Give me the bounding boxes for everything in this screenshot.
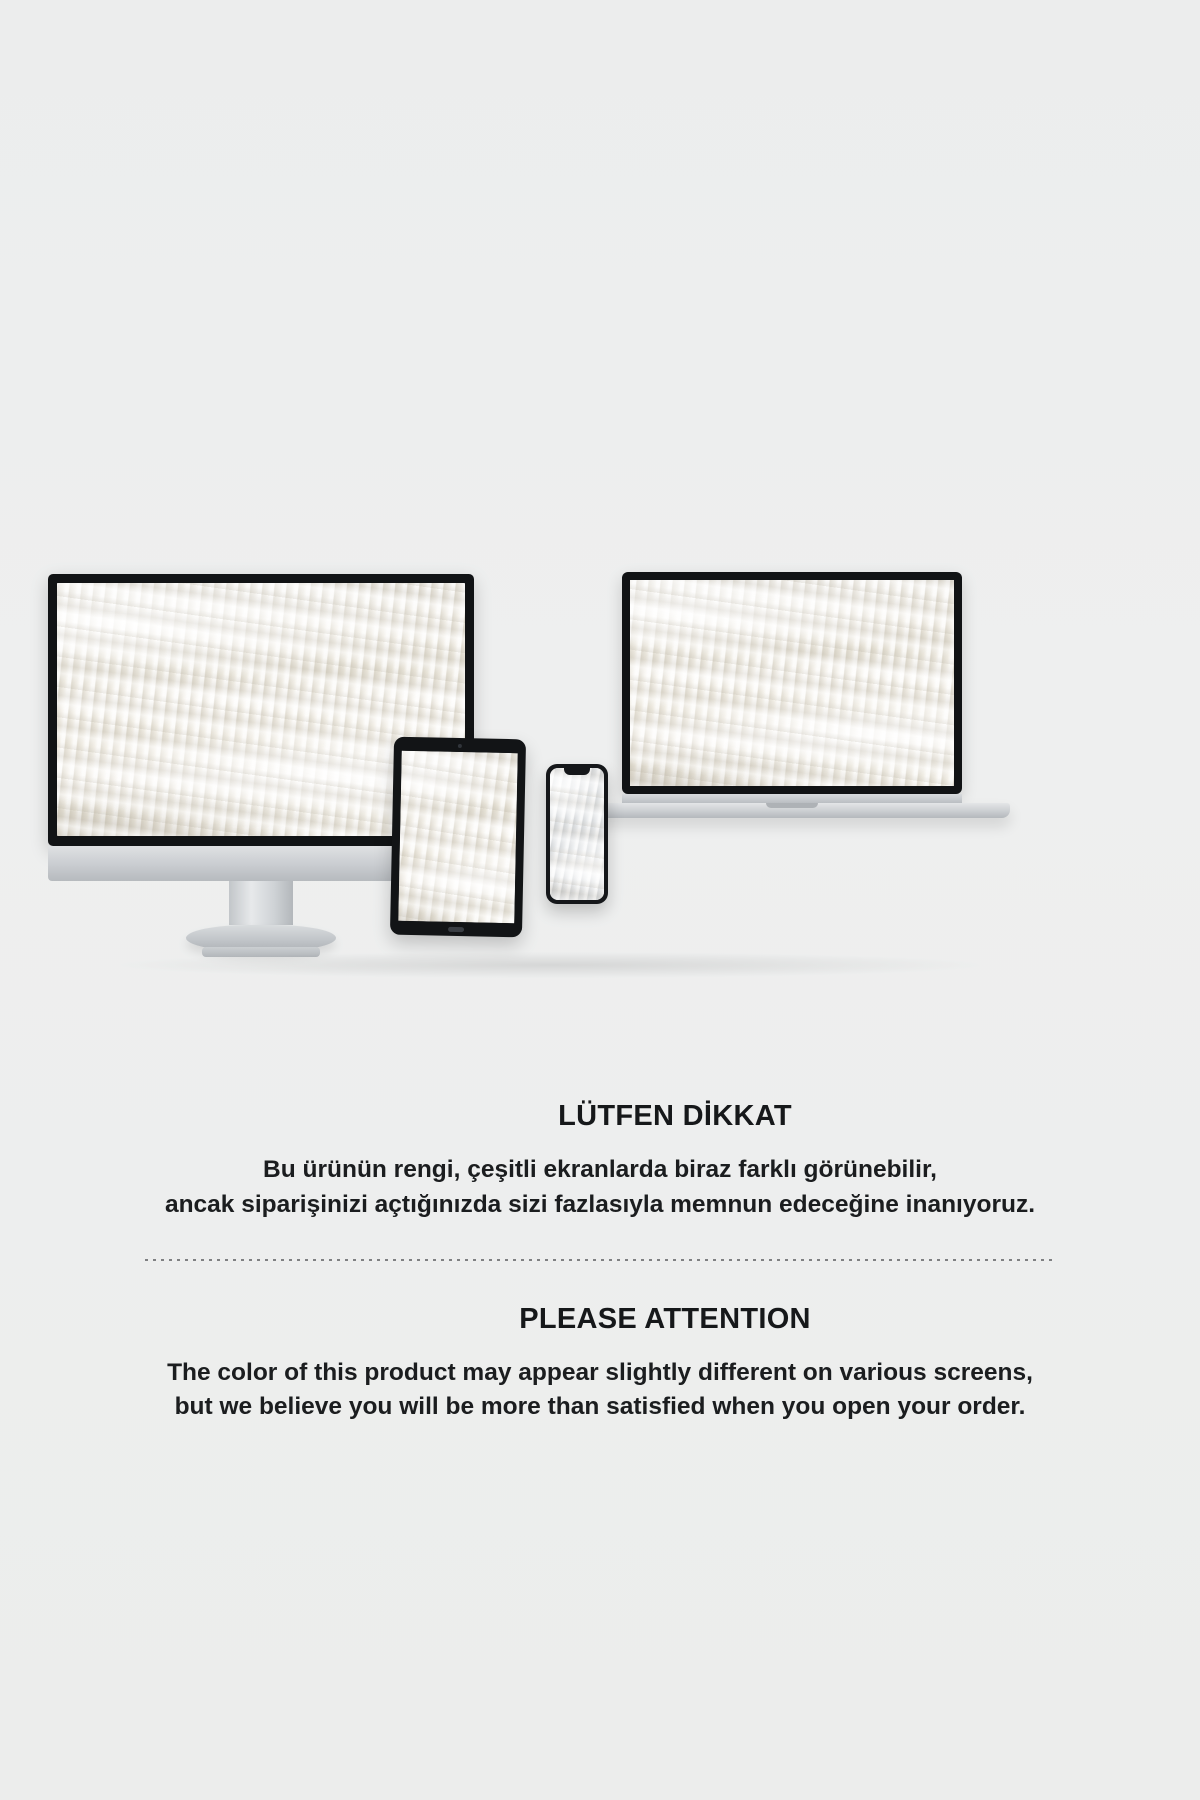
laptop-trackpad-notch xyxy=(766,803,818,808)
turkish-notice-heading: LÜTFEN DİKKAT xyxy=(558,1100,792,1132)
tablet xyxy=(390,737,526,938)
turkish-notice-line-1: Bu ürünün rengi, çeşitli ekranlarda biraz farklı görünebilir, xyxy=(263,1156,937,1183)
monitor-stand-neck xyxy=(229,881,293,925)
english-notice-body xyxy=(50,1356,1150,1426)
fabric-texture-image xyxy=(550,768,604,900)
phone-screen xyxy=(550,768,604,900)
laptop-base xyxy=(574,803,1010,818)
laptop-screen xyxy=(630,580,954,786)
section-divider xyxy=(145,1259,1055,1261)
device-ground-shadow xyxy=(120,952,980,978)
english-notice-line-2: but we believe you will be more than satisfied when you open your order. xyxy=(174,1393,1026,1421)
notice-text-area xyxy=(50,1100,1150,1425)
turkish-notice-body xyxy=(50,1153,1150,1223)
device-mockup-group xyxy=(0,630,1200,1080)
turkish-notice-line-2: ancak siparişinizi açtığınızda sizi fazlasıyla memnun edeceğine inanıyoruz. xyxy=(164,1190,1036,1218)
tablet-camera-icon xyxy=(458,744,462,748)
laptop-bezel xyxy=(622,572,962,794)
tablet-screen xyxy=(398,751,518,923)
english-notice-line-1: The color of this product may appear slightly different on various screens, xyxy=(167,1358,1033,1386)
phone-notch xyxy=(564,768,590,775)
laptop xyxy=(622,572,962,818)
laptop-hinge xyxy=(622,794,962,803)
fabric-texture-image xyxy=(630,580,954,786)
english-notice-heading: PLEASE ATTENTION xyxy=(519,1302,811,1335)
spacer xyxy=(50,1261,1150,1303)
smartphone xyxy=(546,764,608,904)
tablet-home-indicator xyxy=(448,927,464,932)
fabric-texture-image xyxy=(398,751,518,923)
